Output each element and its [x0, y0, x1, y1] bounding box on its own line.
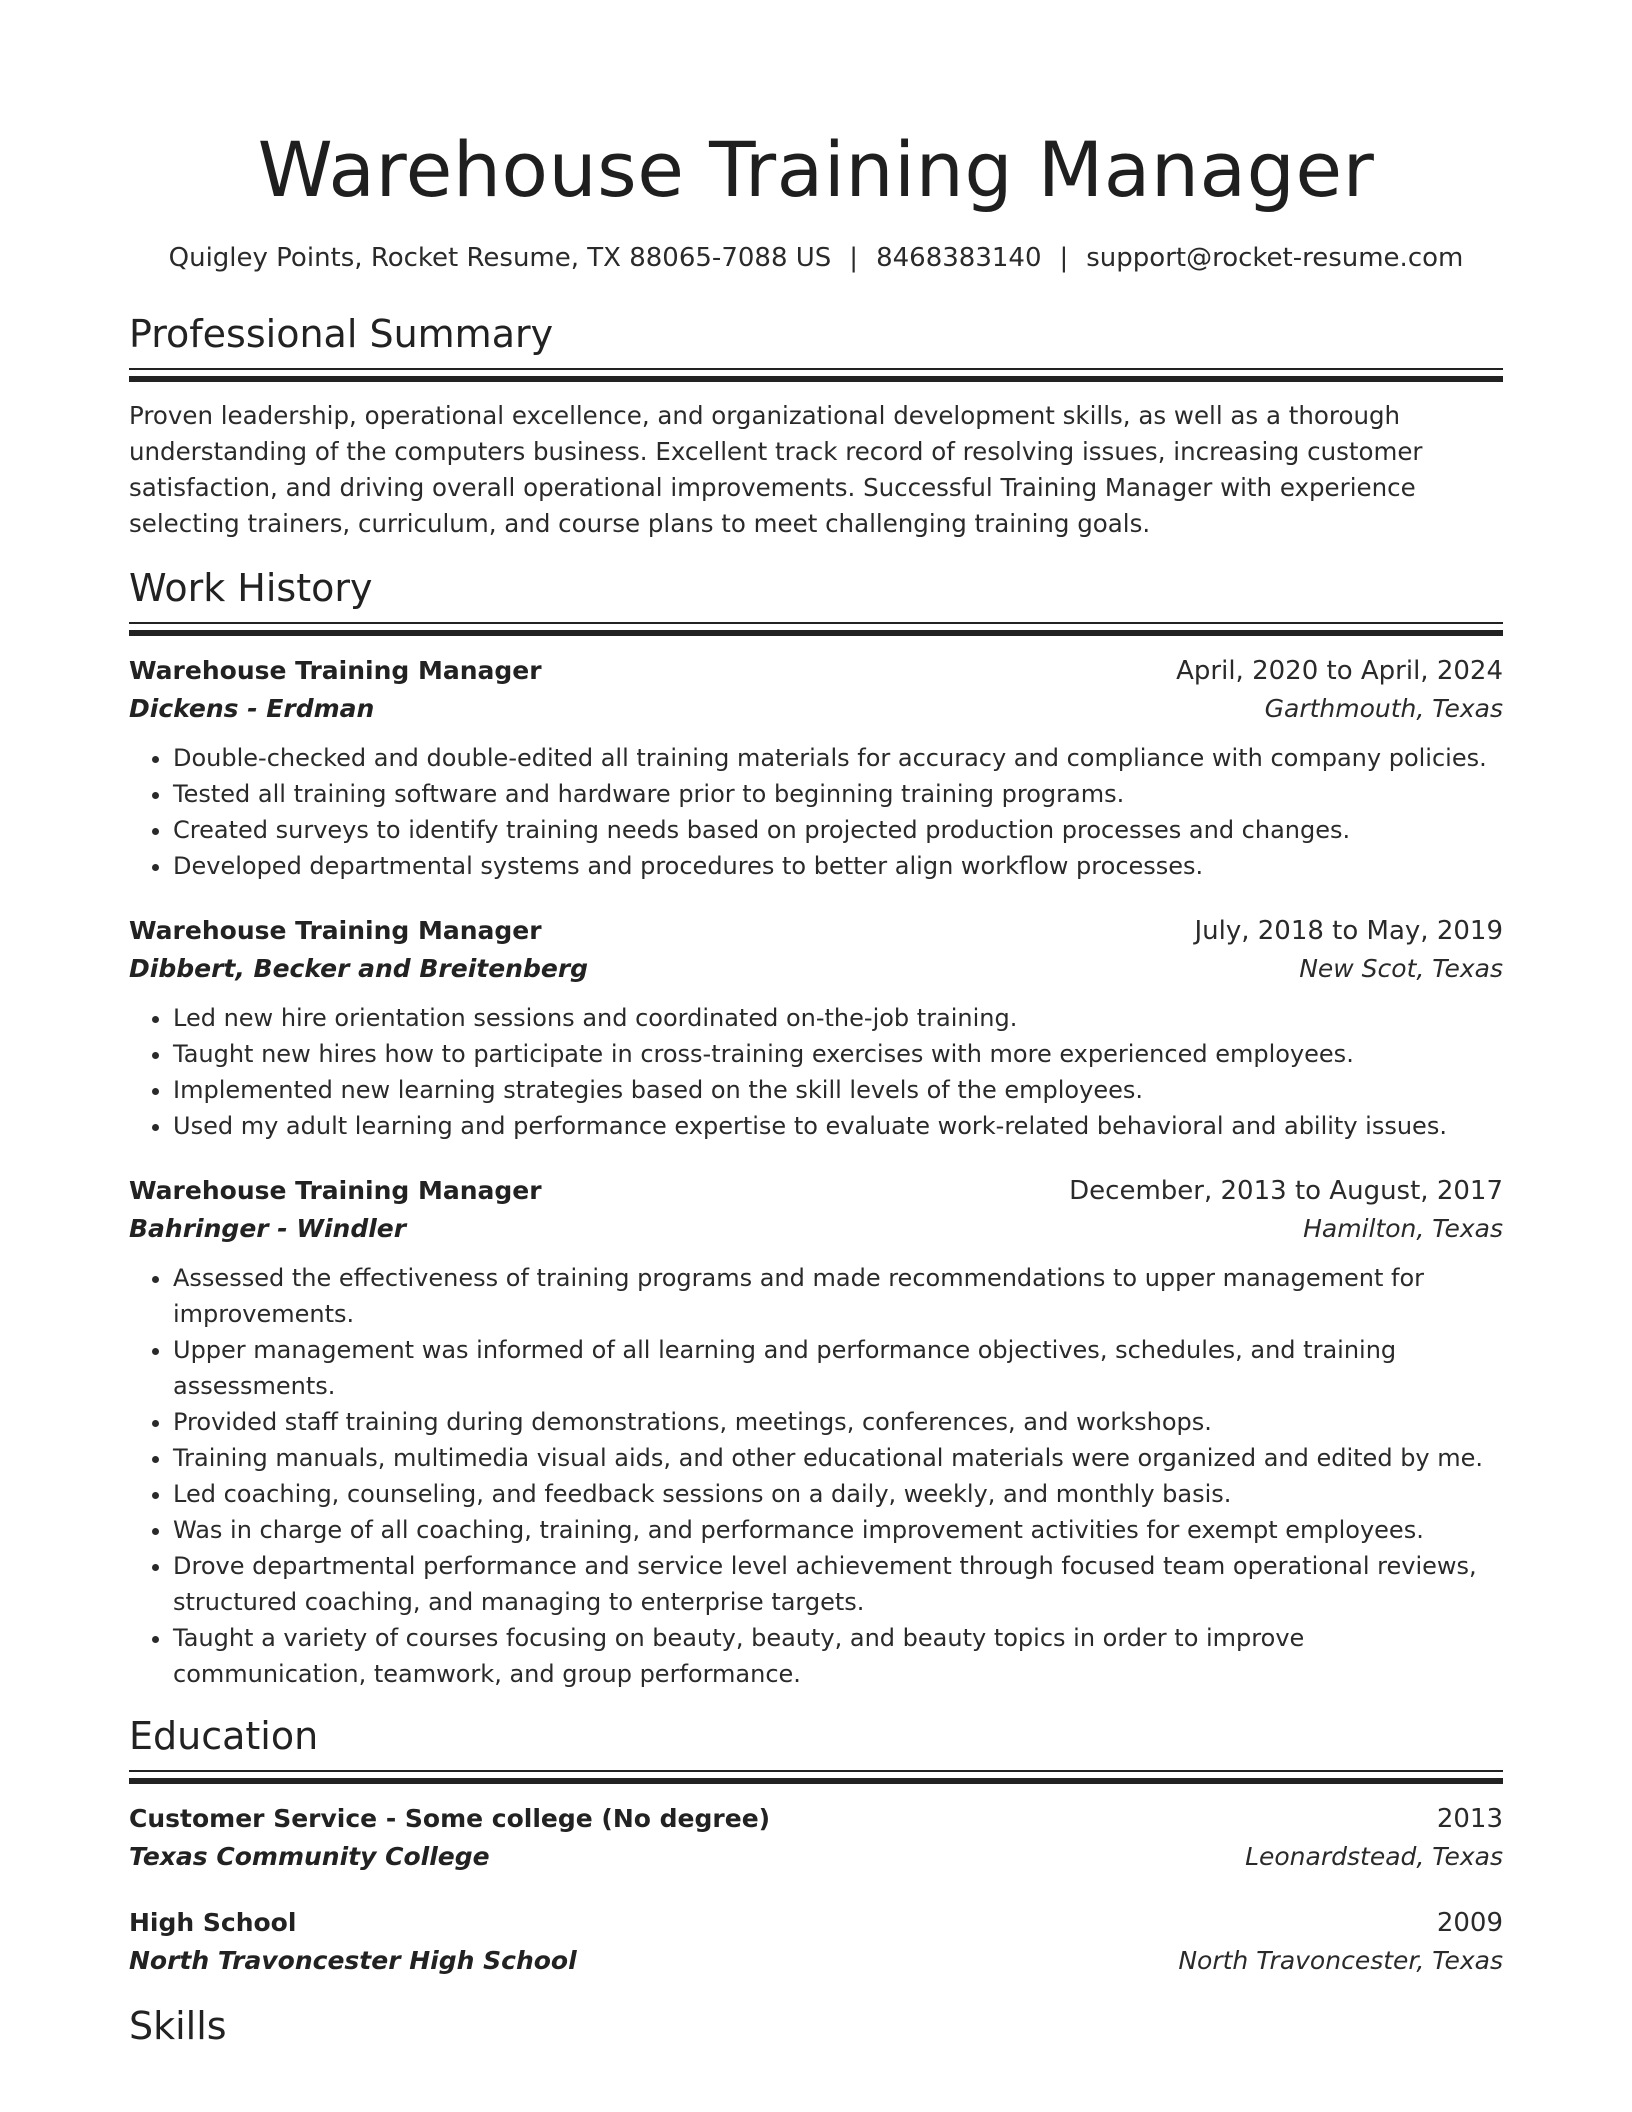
summary-text: Proven leadership, operational excellence, and organizational development skills, as well as a thorough understanding of the computers business. Excellent track record of resolving issues, increasing customer satisfaction, and driving overall operational improvements. Successful Training Manager with experience selecting trainers, curriculum, and course plans to meet challenging training goals.: [129, 401, 1423, 538]
education-degree: Customer Service - Some college (No degree): [129, 1804, 771, 1833]
job-location: New Scot, Texas: [1299, 954, 1503, 983]
job-entry: [129, 912, 1503, 1144]
job-title: Warehouse Training Manager: [129, 1176, 542, 1205]
job-company-row: [129, 1210, 1503, 1248]
section-title-skills: Skills: [129, 2004, 227, 2048]
job-location: Hamilton, Texas: [1303, 1214, 1503, 1243]
contact-separator: |: [849, 243, 859, 273]
job-dates: July, 2018 to May, 2019: [1194, 916, 1503, 946]
education-section: [129, 1712, 1503, 1980]
section-divider: [129, 1770, 1503, 1786]
education-location: North Travoncester, Texas: [1178, 1946, 1503, 1975]
job-bullet: • Led new hire orientation sessions and coordinated on-the-job training.: [173, 1000, 1503, 1036]
job-bullet: • Created surveys to identify training needs based on projected production processes and changes.: [173, 812, 1503, 848]
job-location: Garthmouth, Texas: [1264, 694, 1503, 723]
job-bullets: [129, 1000, 1503, 1144]
education-year: 2009: [1436, 1908, 1503, 1938]
job-bullet: • Upper management was informed of all learning and performance objectives, schedules, and training assessments.: [173, 1332, 1503, 1404]
job-company-row: [129, 950, 1503, 988]
job-title: Warehouse Training Manager: [129, 916, 542, 945]
section-divider: [129, 622, 1503, 638]
job-bullets: [129, 740, 1503, 884]
section-divider: [129, 368, 1503, 384]
contact-line: [129, 240, 1503, 276]
job-bullet: • Training manuals, multimedia visual aids, and other educational materials were organized and edited by me.: [173, 1440, 1503, 1476]
job-entry: [129, 652, 1503, 884]
job-bullet: • Taught a variety of courses focusing on beauty, beauty, and beauty topics in order to improve communication, teamwork, and group performance.: [173, 1620, 1503, 1692]
job-bullet: • Tested all training software and hardware prior to beginning training programs.: [173, 776, 1503, 812]
education-school-row: [129, 1838, 1503, 1876]
contact-email: support@rocket-resume.com: [1086, 243, 1464, 273]
job-bullet: • Implemented new learning strategies based on the skill levels of the employees.: [173, 1072, 1503, 1108]
job-company: Dickens - Erdman: [129, 694, 375, 723]
summary-section: [129, 310, 1503, 542]
job-bullet: • Developed departmental systems and procedures to better align workflow processes.: [173, 848, 1503, 884]
job-company-row: [129, 690, 1503, 728]
job-header-row: [129, 652, 1503, 690]
job-bullet: • Double-checked and double-edited all training materials for accuracy and compliance with company policies.: [173, 740, 1503, 776]
job-header-row: [129, 912, 1503, 950]
job-entry: [129, 1172, 1503, 1692]
job-header-row: [129, 1172, 1503, 1210]
education-entry: [129, 1800, 1503, 1876]
job-bullet: • Provided staff training during demonstrations, meetings, conferences, and workshops.: [173, 1404, 1503, 1440]
education-header-row: [129, 1904, 1503, 1942]
job-dates: December, 2013 to August, 2017: [1069, 1176, 1503, 1206]
section-title-education: Education: [129, 1714, 319, 1758]
job-company: Dibbert, Becker and Breitenberg: [129, 954, 589, 983]
job-title: Warehouse Training Manager: [129, 656, 542, 685]
job-bullet: • Taught new hires how to participate in cross-training exercises with more experienced employees.: [173, 1036, 1503, 1072]
work-history-section: [129, 564, 1503, 1692]
job-company: Bahringer - Windler: [129, 1214, 407, 1243]
job-bullet: • Led coaching, counseling, and feedback sessions on a daily, weekly, and monthly basis.: [173, 1476, 1503, 1512]
job-bullets: [129, 1260, 1503, 1692]
education-header-row: [129, 1800, 1503, 1838]
education-school: Texas Community College: [129, 1842, 490, 1871]
section-title-summary: Professional Summary: [129, 312, 554, 356]
education-school: North Travoncester High School: [129, 1946, 577, 1975]
contact-separator: |: [1059, 243, 1069, 273]
job-bullet: • Was in charge of all coaching, training, and performance improvement activities for exempt employees.: [173, 1512, 1503, 1548]
job-bullet: • Used my adult learning and performance expertise to evaluate work-related behavioral and ability issues.: [173, 1108, 1503, 1144]
resume-name: Warehouse Training Manager: [257, 125, 1375, 214]
job-dates: April, 2020 to April, 2024: [1176, 656, 1503, 686]
contact-phone: 8468383140: [876, 243, 1042, 273]
skills-section: [129, 2002, 1503, 2050]
section-title-work-history: Work History: [129, 566, 373, 610]
education-entry: [129, 1904, 1503, 1980]
education-degree: High School: [129, 1908, 297, 1937]
education-school-row: [129, 1942, 1503, 1980]
education-year: 2013: [1436, 1804, 1503, 1834]
contact-address: Quigley Points, Rocket Resume, TX 88065-7088 US: [168, 243, 832, 273]
job-bullet: • Drove departmental performance and service level achievement through focused team operational reviews, structured coaching, and managing to enterprise targets.: [173, 1548, 1503, 1620]
job-bullet: • Assessed the effectiveness of training programs and made recommendations to upper management for improvements.: [173, 1260, 1503, 1332]
education-location: Leonardstead, Texas: [1245, 1842, 1503, 1871]
